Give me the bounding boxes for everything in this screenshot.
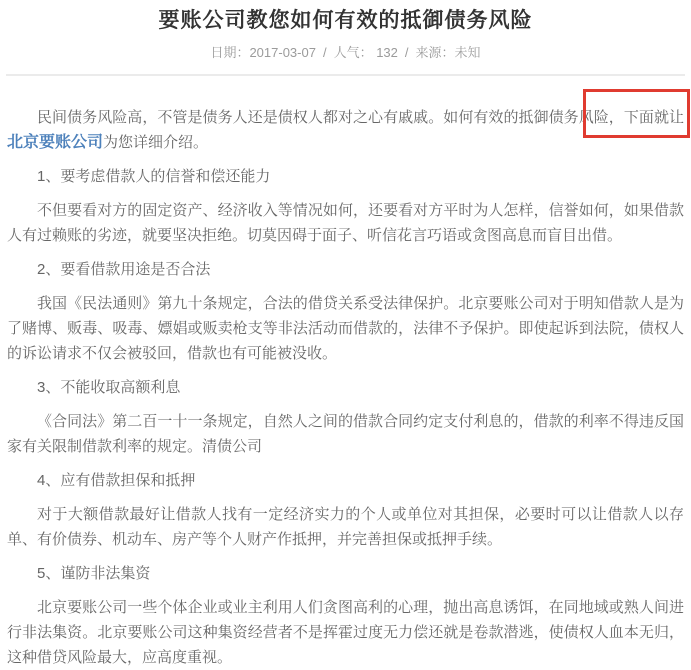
intro-text-before: 民间债务风险高，不管是债务人还是债权人都对之心有戚戚。如何有效的抵御债务风险，下面就让	[37, 109, 684, 126]
section-paragraph: 对于大额借款最好让借款人找有一定经济实力的个人或单位对其担保，必要时可以让借款人以存单、有价债券、机动车、房产等个人财产作抵押，并完善担保或抵押手续。	[7, 506, 684, 548]
section-paragraph: 我国《民法通则》第九十条规定，合法的借贷关系受法律保护。北京要账公司对于明知借款人是为了赌博、贩毒、吸毒、嫖娼或贩卖枪支等非法活动而借款的，法律不予保护。即使起诉到法院，债权人的诉讼请求不仅会被驳回，借款也有可能被没收。	[7, 295, 684, 362]
intro-paragraph	[7, 105, 684, 155]
section-heading: 5、谨防非法集资	[37, 565, 151, 582]
page-title: 要账公司教您如何有效的抵御债务风险	[158, 9, 533, 32]
meta-source: 来源：未知	[415, 45, 481, 60]
section-paragraph: 不但要看对方的固定资产、经济收入等情况如何，还要看对方平时为人怎样，信誉如何，如果借款人有过赖账的劣迹，就要坚决拒绝。切莫因碍于面子、听信花言巧语或贪图高息而盲目出借。	[7, 202, 684, 244]
meta-date: 日期：2017-03-07	[210, 45, 316, 60]
article-header	[0, 0, 691, 61]
section-heading: 4、应有借款担保和抵押	[37, 472, 196, 489]
meta-separator: /	[404, 45, 409, 60]
section-paragraph: 北京要账公司一些个体企业或业主利用人们贪图高利的心理，抛出高息诱饵，在同地域或熟人间进行非法集资。北京要账公司这种集资经营者不是挥霍过度无力偿还就是卷款潜逃，使债权人血本无归，这种借贷风险最大，应高度重视。	[7, 599, 684, 666]
article-body	[0, 76, 691, 670]
meta-views: 人气： 132	[333, 45, 398, 60]
article-meta	[0, 44, 691, 61]
section-heading: 2、要看借款用途是否合法	[37, 261, 211, 278]
section-heading: 1、要考虑借款人的信誉和偿还能力	[37, 168, 271, 185]
section-heading: 3、不能收取高额利息	[37, 379, 181, 396]
beijing-yaozhang-company-link[interactable]: 北京要账公司	[7, 134, 104, 151]
intro-text-after: 为您详细介绍。	[103, 134, 209, 151]
meta-separator: /	[322, 45, 327, 60]
section-paragraph: 《合同法》第二百一十一条规定，自然人之间的借款合同约定支付利息的，借款的利率不得违反国家有关限制借款利率的规定。清债公司	[7, 413, 684, 455]
